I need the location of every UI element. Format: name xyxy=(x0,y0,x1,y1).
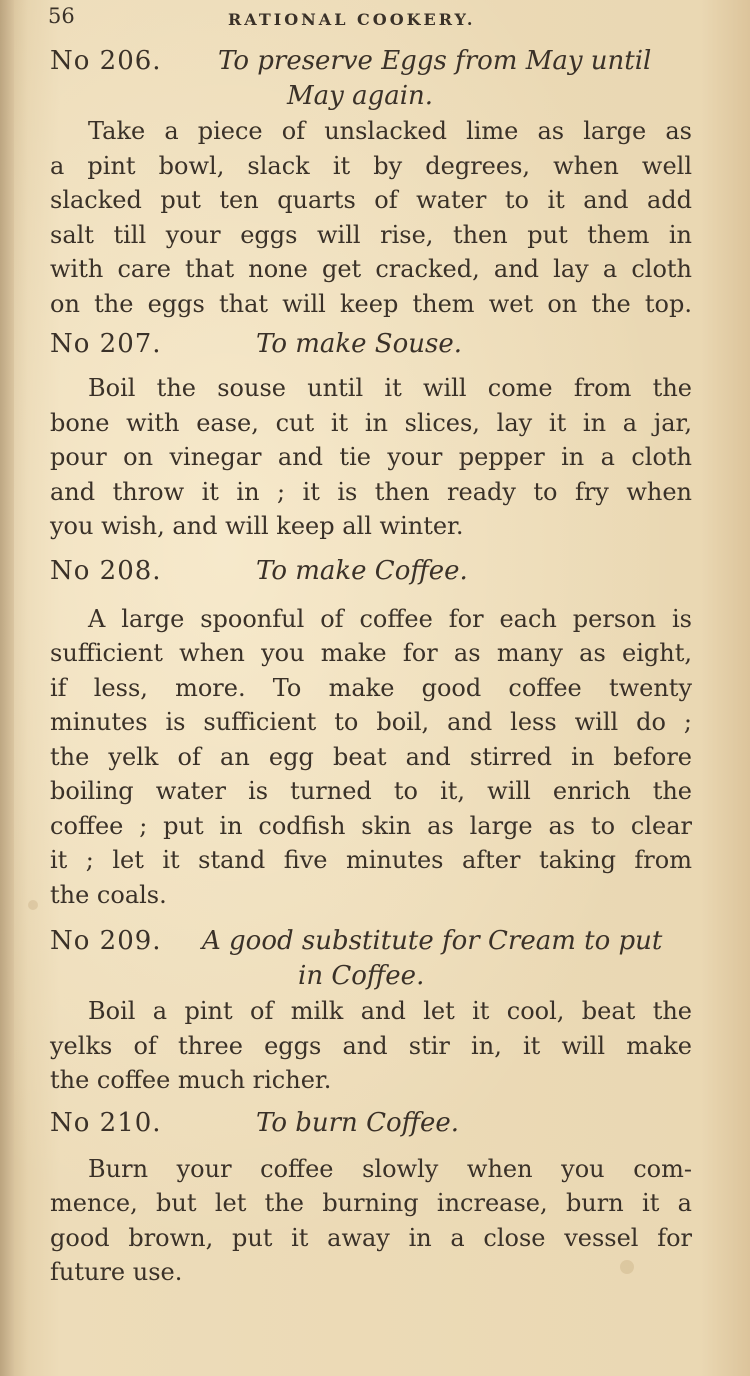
text-line: good brown, put it away in a close vessel for xyxy=(50,1223,692,1252)
recipe-heading xyxy=(50,554,692,590)
text-line: the yelk of an egg beat and stirred in before xyxy=(50,742,692,771)
text-line: mence, but let the burning increase, burn it a xyxy=(50,1189,692,1217)
text-line: pour on vinegar and tie your pepper in a cloth xyxy=(50,443,692,471)
text-line: yelks of three eggs and stir in, it will make xyxy=(50,1031,692,1060)
text-line: slacked put ten quarts of water to it and add xyxy=(50,186,692,214)
recipe-heading xyxy=(50,327,692,363)
text-line: bone with ease, cut it in slices, lay it in a jar, xyxy=(50,408,692,437)
binding-gutter xyxy=(0,0,14,1376)
text-line: coffee ; put in codfish skin as large as to clear xyxy=(50,811,692,840)
text-line: Boil a pint of milk and let it cool, beat the xyxy=(88,997,692,1025)
recipe-heading xyxy=(50,924,692,994)
text-line: Boil the souse until it will come from the xyxy=(88,374,692,402)
recipe-title: To preserve Eggs from May until xyxy=(218,46,652,76)
recipe-body xyxy=(50,371,692,544)
text-line: boiling water is turned to it, will enrich the xyxy=(50,777,692,805)
recipe-heading xyxy=(50,1106,692,1142)
recipe-title-continued: May again. xyxy=(287,81,434,111)
recipe-number: No 210. xyxy=(50,1107,162,1138)
page-number: 56 xyxy=(48,4,75,28)
running-head: RATIONAL COOKERY. xyxy=(228,10,476,29)
page-header xyxy=(48,4,695,34)
recipe-title: To burn Coffee. xyxy=(256,1107,460,1138)
text-line: sufficient when you make for as many as eight, xyxy=(50,639,692,667)
text-line: you wish, and will keep all winter. xyxy=(50,512,464,540)
recipe-title-continued: in Coffee. xyxy=(298,961,425,991)
text-line: on the eggs that will keep them wet on the top. xyxy=(50,289,692,318)
paper-stain xyxy=(28,900,38,910)
text-line: Take a piece of unslacked lime as large as xyxy=(88,117,692,145)
text-line: a pint bowl, slack it by degrees, when well xyxy=(50,151,692,180)
recipe-title: To make Souse. xyxy=(256,329,463,359)
text-line: if less, more. To make good coffee twenty xyxy=(50,673,692,702)
recipe-body xyxy=(50,602,692,913)
text-line: Burn your coffee slowly when you com- xyxy=(88,1154,692,1183)
recipe-number: No 207. xyxy=(50,329,162,359)
page-content xyxy=(50,44,692,1290)
recipe-number: No 209. xyxy=(50,926,162,956)
text-line: A large spoonful of coffee for each person is xyxy=(88,604,692,633)
recipe-number: No 208. xyxy=(50,555,162,586)
text-line: the coffee much richer. xyxy=(50,1066,332,1094)
text-line: future use. xyxy=(50,1258,183,1286)
recipe-title: A good substitute for Cream to put xyxy=(202,926,663,956)
text-line: the coals. xyxy=(50,880,167,909)
text-line: it ; let it stand five minutes after taking from xyxy=(50,846,692,874)
text-line: with care that none get cracked, and lay a cloth xyxy=(50,255,692,283)
recipe-number: No 206. xyxy=(50,46,162,76)
text-line: minutes is sufficient to boil, and less will do ; xyxy=(50,708,692,736)
text-line: salt till your eggs will rise, then put them in xyxy=(50,220,692,249)
text-line: and throw it in ; it is then ready to fry when xyxy=(50,477,692,506)
recipe-heading xyxy=(50,44,692,114)
recipe-body xyxy=(50,1152,692,1290)
recipe-body xyxy=(50,114,692,321)
recipe-title: To make Coffee. xyxy=(256,555,468,586)
recipe-body xyxy=(50,994,692,1098)
